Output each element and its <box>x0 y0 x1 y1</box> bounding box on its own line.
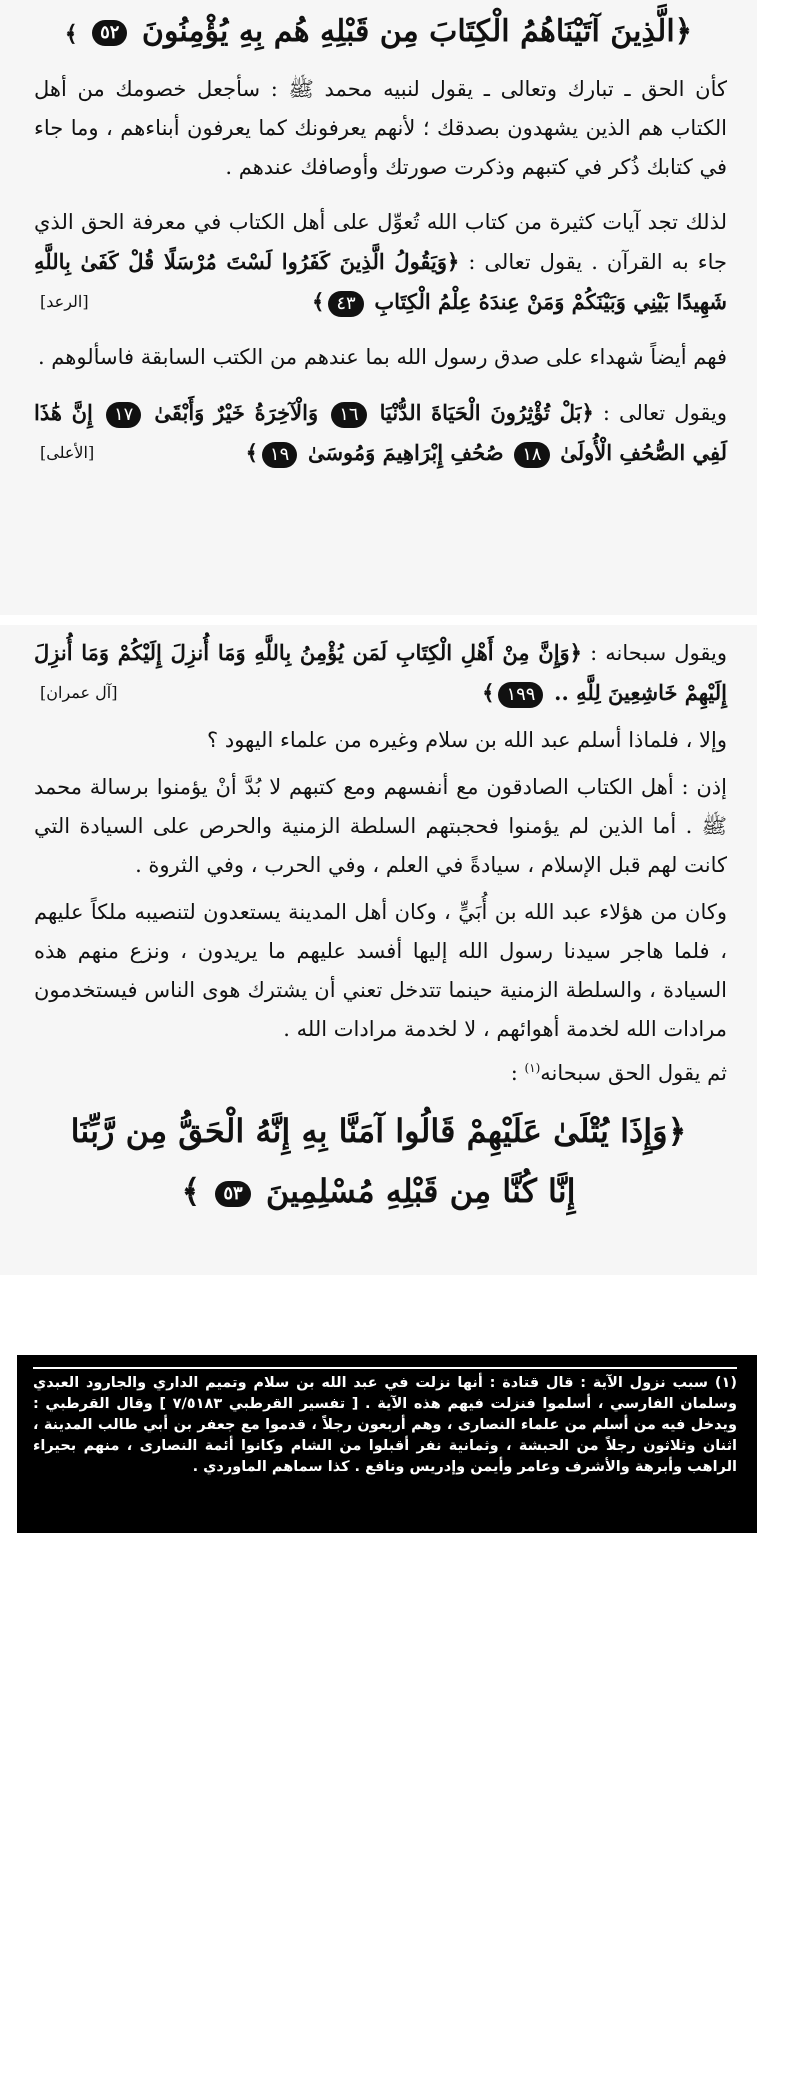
footnote-box <box>17 1355 757 1533</box>
verse-number-badge: ١٦ <box>331 402 366 428</box>
verse-line <box>0 1101 757 1161</box>
verse-line <box>0 1161 757 1221</box>
verse-number-badge: ١٩٩ <box>498 682 543 708</box>
paragraph: فهم أيضاً شهداء على صدق رسول الله بما عندهم من الكتب السابقة فاسألوهم . <box>37 345 727 369</box>
surah-reference: [الأعلى] <box>40 443 95 462</box>
paragraph <box>0 1049 757 1093</box>
heading-verse <box>0 4 757 62</box>
paragraph: كأن الحق ـ تبارك وتعالى ـ يقول لنبيه محمد ﷺ : سأجعل خصومك من أهل الكتاب هم الذين يشهدون بصدقك ؛ لأنهم يعرفونك كما يعرفون أبناءهم ، وما جاء في كتابك ذُكر في كتبهم وذكرت صورتك وأوصافك عندهم . <box>34 77 727 179</box>
paragraph-text: ثم يقول الحق سبحانه <box>540 1061 727 1085</box>
paragraph: وكان من هؤلاء عبد الله بن أُبَيٍّ ، وكان أهل المدينة يستعدون لتنصيبه ملكاً عليهم ، فلما هاجر سيدنا رسول الله إليها أفسد عليهم ما يريدون ، ونزع منهم هذه السيادة ، والسلطة الزمنية حينما تتدخل تعني أن يشترك هوى الناس فيستخدمون مرادات الله لخدمة أهوائهم ، لا لخدمة مرادات الله . <box>34 900 727 1041</box>
verse-number-badge: ٥٣ <box>215 1181 250 1207</box>
verse-end-ornament: ﴾ <box>181 1172 201 1210</box>
paragraph-with-quote: ويقول سبحانه : ﴿وَإِنَّ مِنْ أَهْلِ الْكِتَابِ لَمَن يُؤْمِنُ بِاللَّهِ وَمَا أُنزِلَ إِلَيْكُمْ وَمَا أُنزِلَ إِلَيْهِمْ خَاشِعِينَ لِلَّهِ .. ١٩٩﴾ [آل عمران] <box>0 633 757 713</box>
verse-text: إِنَّا كُنَّا مِن قَبْلِهِ مُسْلِمِينَ <box>265 1172 576 1210</box>
quran-quote: صُحُفِ إِبْرَاهِيمَ وَمُوسَىٰ <box>307 440 504 465</box>
verse-number-badge: ٥٢ <box>92 20 127 46</box>
quran-quote: ﴿وَإِنَّ مِنْ أَهْلِ الْكِتَابِ لَمَن يُؤْمِنُ بِاللَّهِ وَمَا أُنزِلَ إِلَيْكُمْ وَمَا أُنزِلَ إِلَيْهِمْ خَاشِعِينَ لِلَّهِ .. <box>34 640 727 705</box>
paragraph-text: ويقول سبحانه : <box>590 641 727 665</box>
quran-quote: وَالْآخِرَةُ خَيْرٌ وَأَبْقَىٰ <box>154 400 319 425</box>
quran-quote: ﴿وَيَقُولُ الَّذِينَ كَفَرُوا لَسْتَ مُرْسَلًا قُلْ كَفَىٰ بِاللَّهِ شَهِيدًا بَيْنِي وَبَيْنَكُمْ وَمَنْ عِندَهُ عِلْمُ الْكِتَابِ <box>34 249 727 314</box>
paragraph-text: لذلك تجد آيات كثيرة من كتاب الله تُعوِّل على أهل الكتاب في معرفة الحق الذي جاء به القرآن . يقول تعالى : <box>34 210 727 274</box>
verse-text: ﴿وَإِذَا يُتْلَىٰ عَلَيْهِمْ قَالُوا آمَنَّا بِهِ إِنَّهُ الْحَقُّ مِن رَّبِّنَا <box>70 1112 687 1150</box>
paragraph-with-quote: ويقول تعالى : ﴿بَلْ تُؤْثِرُونَ الْحَيَاةَ الدُّنْيَا ١٦ وَالْآخِرَةُ خَيْرٌ وَأَبْقَىٰ ١٧ إِنَّ هَٰذَا لَفِي الصُّحُفِ الْأُولَىٰ ١٨ صُحُفِ إِبْرَاهِيمَ وَمُوسَىٰ ١٩﴾ [الأعلى] <box>0 393 757 473</box>
heading-verse-text: ﴿الَّذِينَ آتَيْنَاهُمُ الْكِتَابَ مِن قَبْلِهِ هُم بِهِ يُؤْمِنُونَ <box>141 14 693 49</box>
paragraph-with-quote: لذلك تجد آيات كثيرة من كتاب الله تُعوِّل على أهل الكتاب في معرفة الحق الذي جاء به القرآن . يقول تعالى : ﴿وَيَقُولُ الَّذِينَ كَفَرُوا لَسْتَ مُرْسَلًا قُلْ كَفَىٰ بِاللَّهِ شَهِيدًا بَيْنِي وَبَيْنَكُمْ وَمَنْ عِندَهُ عِلْمُ الْكِتَابِ ٤٣﴾ [الرعد] <box>0 203 757 322</box>
footnote-rule <box>33 1367 737 1369</box>
verse-number-badge: ١٧ <box>106 402 141 428</box>
surah-reference: [الرعد] <box>40 292 89 311</box>
verse-number-badge: ١٩ <box>262 442 297 468</box>
paragraph: إذن : أهل الكتاب الصادقون مع أنفسهم ومع كتبهم لا بُدَّ أنْ يؤمنوا برسالة محمد ﷺ . أما الذين لم يؤمنوا فحجبتهم السلطة الزمنية والحرص على السيادة التي كانت لهم قبل الإسلام ، سيادةً في العلم ، وفي الحرب ، وفي الثروة . <box>34 775 727 877</box>
verse-number-badge: ١٨ <box>514 442 549 468</box>
paragraph-text: : <box>510 1061 525 1085</box>
quran-quote: ﴿بَلْ تُؤْثِرُونَ الْحَيَاةَ الدُّنْيَا <box>379 400 594 425</box>
page-scan-top <box>0 0 757 615</box>
paragraph: وإلا ، فلماذا أسلم عبد الله بن سلام وغيره من علماء اليهود ؟ <box>207 728 727 752</box>
verse-number-badge: ٤٣ <box>328 291 363 317</box>
verse-end-ornament: ﴾ <box>64 21 78 47</box>
surah-reference: [آل عمران] <box>40 683 118 702</box>
page-scan-middle <box>0 625 757 1275</box>
footnote-marker: (١) <box>524 1061 541 1075</box>
footnote-text: (١) سبب نزول الآية : قال قتادة : أنها نزلت في عبد الله بن سلام وتميم الداري والجارود العبدي وسلمان الفارسي ، أسلموا فنزلت فيهم هذه الآية . [ تفسير القرطبي ٧/٥١٨٣ ] وقال القرطبي : ويدخل فيه من أسلم من علماء النصارى ، وهم أربعون رجلاً ، قدموا مع جعفر بن أبي طالب المدينة ، اثنان وثلاثون رجلاً من الحبشة ، وثمانية نفر أقبلوا من الشام وكانوا أئمة النصارى ، منهم بحيراء الراهب وأبرهة والأشرف وعامر وأيمن وإدريس ونافع . كذا سماهم الماوردي . <box>33 1375 737 1475</box>
quran-quote: إِنَّ هَٰذَا لَفِي الصُّحُفِ الْأُولَىٰ <box>34 400 727 465</box>
paragraph-text: ويقول تعالى : <box>602 401 727 425</box>
